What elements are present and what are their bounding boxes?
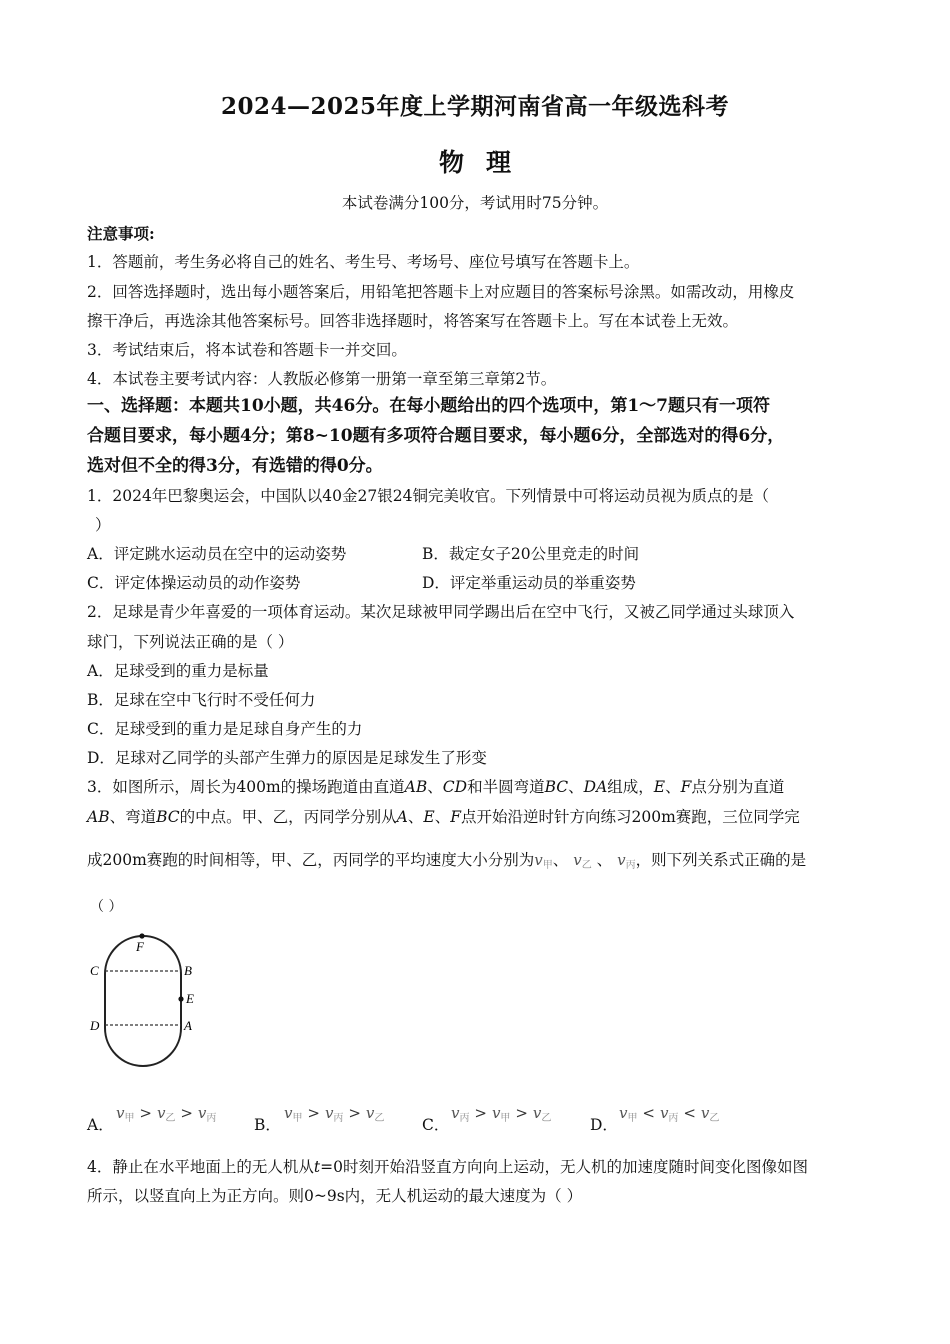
point-f [139,933,144,938]
q4-stem-line2: 所示，以竖直向上为正方向。则0~9s内，无人机运动的最大速度为（ ） [87,1187,583,1205]
q3-option-d: D． [590,1116,618,1134]
label-b: B [184,963,192,978]
q3-stem-line2: AB、弯道BC的中点。甲、乙，丙同学分别从A、E、F点开始沿逆时针方向练习200m赛跑，三位同学完 [87,808,800,826]
q1-option-c: C．评定体操运动员的动作姿势 [87,574,301,592]
note-item: 4．本试卷主要考试内容：人教版必修第一册第一章至第三章第2节。 [87,370,557,388]
q3-option-d-expr: $v_甲 < v_丙 < v_乙$ [619,1104,720,1124]
note-item: 2．回答选择题时，选出每小题答案后，用铅笔把答题卡上对应题目的答案标号涂黑。如需改动，用橡皮 [87,283,795,301]
q1-option-d: D．评定举重运动员的举重姿势 [422,574,636,592]
q3-option-a-expr: $v_甲 > v_乙 > v_丙$ [116,1104,217,1124]
q4-stem-line1: 4．静止在水平地面上的无人机从t=0时刻开始沿竖直方向向上运动，无人机的加速度随时间变化图像如图 [87,1158,808,1176]
q1-option-a: A．评定跳水运动员在空中的运动姿势 [87,545,347,563]
label-e: E [186,991,194,1006]
notes-heading: 注意事项: [87,224,155,243]
section-heading: 选对但不全的得3分，有选错的得0分。 [87,456,383,476]
q3-option-c: C． [422,1116,450,1134]
subject-title: 物理 [438,148,533,177]
q3-stem-line3: 成200m赛跑的时间相等，甲、乙，丙同学的平均速度大小分别为$v_甲$、 $v_乙$ 、 $v_丙$，则下列关系式正确的是 [87,851,807,871]
q2-option-c: C．足球受到的重力是足球自身产生的力 [87,720,363,738]
label-a: A [184,1018,192,1033]
point-e [178,996,183,1001]
q1-stem: 1．2024年巴黎奥运会，中国队以40金27银24铜完美收官。下列情景中可将运动员视为质点的是（ [87,487,769,505]
note-item: 擦干净后，再选涂其他答案标号。回答非选择题时，将答案写在答题卡上。写在本试卷上无效。 [87,312,739,330]
q2-stem: 球门，下列说法正确的是（ ） [87,633,294,651]
note-item: 3．考试结束后，将本试卷和答题卡一并交回。 [87,341,407,359]
exam-info: 本试卷满分100分，考试用时75分钟。 [341,194,609,212]
label-d: D [90,1018,100,1033]
q3-stem-line1: 3．如图所示，周长为400m的操场跑道由直道AB、CD和半圆弯道BC、DA组成，E、F点分别为直道 [87,778,785,796]
q1-option-b: B．裁定女子20公里竞走的时间 [422,545,640,563]
section-heading: 一、选择题：本题共10小题，共46分。在每小题给出的四个选项中，第1～7题只有一项符 [87,396,770,416]
q3-option-b-expr: $v_甲 > v_丙 > v_乙$ [284,1104,385,1124]
track-outline [105,936,181,1066]
q1-stem-paren: ） [95,516,111,534]
label-f: F [136,939,144,954]
label-c: C [90,963,99,978]
q2-option-d: D．足球对乙同学的头部产生弹力的原因是足球发生了形变 [87,749,487,767]
q2-option-b: B．足球在空中飞行时不受任何力 [87,691,316,709]
q2-stem: 2．足球是青少年喜爱的一项体育运动。某次足球被甲同学踢出后在空中飞行，又被乙同学通过头球顶入 [87,603,795,621]
q3-option-a: A． [87,1116,114,1134]
section-heading: 合题目要求，每小题4分；第8~10题有多项符合题目要求，每小题6分，全部选对的得6分， [87,426,785,446]
q2-option-a: A．足球受到的重力是标量 [87,662,269,680]
q3-option-c-expr: $v_丙 > v_甲 > v_乙$ [451,1104,552,1124]
note-item: 1．答题前，考生务必将自己的姓名、考生号、考场号、座位号填写在答题卡上。 [87,253,640,271]
exam-title: 2024—2025年度上学期河南省高一年级选科考 [220,93,730,120]
q3-option-b: B． [254,1116,281,1134]
track-diagram [84,925,204,1067]
q3-paren: （ ） [90,899,123,915]
